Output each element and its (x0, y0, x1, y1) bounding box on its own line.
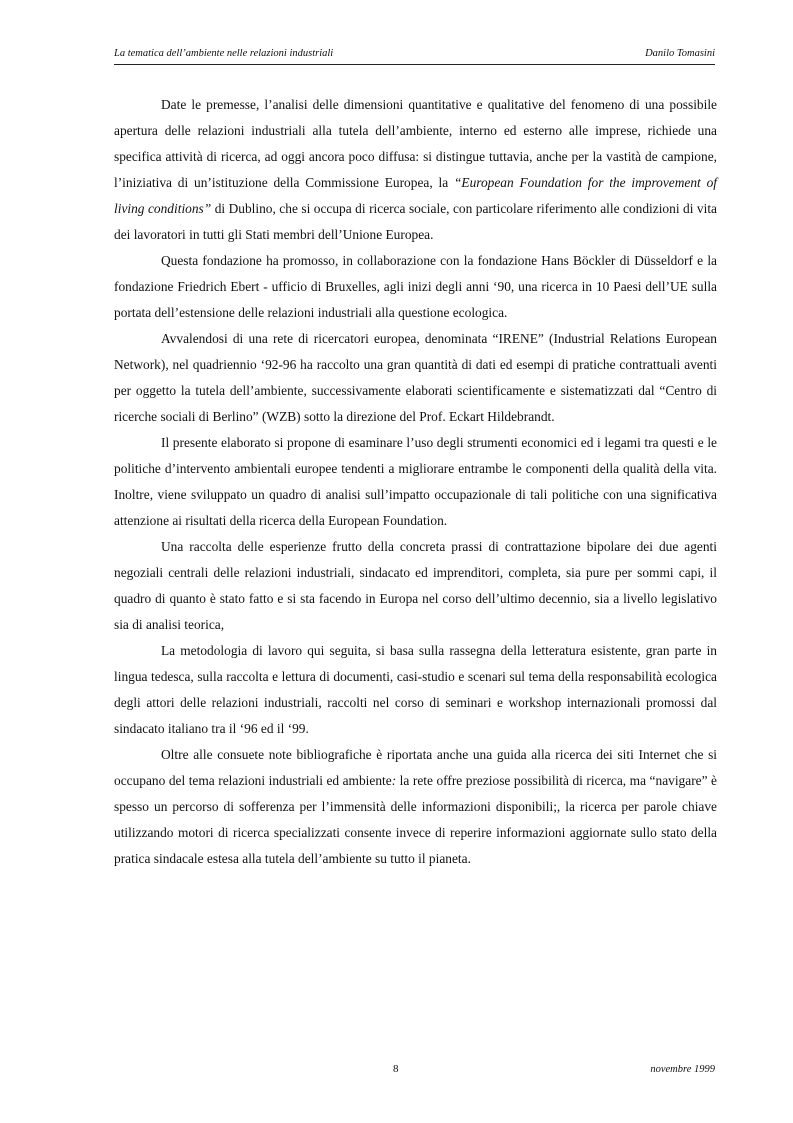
page-number: 8 (393, 1063, 399, 1075)
footer-date: novembre 1999 (650, 1064, 715, 1075)
paragraph-6: La metodologia di lavoro qui seguita, si basa sulla rassegna della letteratura esistente, gran parte in lingua tedesca, sulla raccolta e lettura di documenti, casi-studio e scenari sul tema della responsabilità ecologica degli attori delle relazioni industriali, raccolti nel corso di seminari e workshop internazionali promossi dal sindacato italiano tra il ‘96 ed il ‘99. (114, 643, 717, 736)
foundation-name: “European Foundation for the improvement of living conditions” (114, 175, 717, 216)
paragraph-3: Avvalendosi di una rete di ricercatori europea, denominata “IRENE” (Industrial Relations European Network), nel quadriennio ‘92-96 ha raccolto una gran quantità di dati ed esempi di pratiche contrattuali aventi per oggetto la tutela dell’ambiente, successivamente elaborati scientificamente e sistematizzati dal “Centro di ricerche sociali di Berlino” (WZB) sotto la direzione del Prof. Eckart Hildebrandt. (114, 331, 717, 424)
paragraph-7-text-a: Oltre alle consuete note bibliografiche è riportata anche una guida alla ricerca dei siti Internet che si occupano del tema relazioni industriali ed ambiente (114, 747, 717, 788)
paragraph-7-colon: : (391, 773, 397, 788)
body-text (114, 92, 717, 872)
paragraph-7 (114, 742, 717, 872)
paragraph-1-text-a: Date le premesse, l’analisi delle dimensioni quantitative e qualitative del fenomeno di una possibile apertura delle relazioni industriali alla tutela dell’ambiente, interno ed esterno alle imprese, richiede una specifica attività di ricerca, ad oggi ancora poco diffusa: si distingue tuttavia, anche per la vastità de campione, l’iniziativa di un’istituzione della Commissione Europea, la (114, 97, 717, 190)
paragraph-1 (114, 92, 717, 248)
paragraph-2: Questa fondazione ha promosso, in collaborazione con la fondazione Hans Böckler di Düsseldorf e la fondazione Friedrich Ebert - ufficio di Bruxelles, agli inizi degli anni ‘90, una ricerca in 10 Paesi dell’UE sulla portata dell’estensione delle relazioni industriali alla questione ecologica. (114, 253, 717, 320)
header-title: La tematica dell’ambiente nelle relazioni industriali (114, 48, 334, 59)
paragraph-7-text-b: la rete offre preziose possibilità di ricerca, ma “navigare” è spesso un percorso di sofferenza per l’immensità delle informazioni disponibili;, la ricerca per parole chiave utilizzando motori di ricerca specializzati consente invece di reperire informazioni aggiornate sullo stato della pratica sindacale estesa alla tutela dell’ambiente su tutto il pianeta. (114, 773, 718, 866)
running-header (114, 46, 715, 65)
header-author: Danilo Tomasini (645, 48, 715, 59)
paragraph-4: Il presente elaborato si propone di esaminare l’uso degli strumenti economici ed i legami tra questi e le politiche d’intervento ambientali europee tendenti a migliorare entrambe le componenti della qualità della vita. Inoltre, viene sviluppato un quadro di analisi sull’impatto occupazionale di tali politiche con una significativa attenzione ai risultati della ricerca della European Foundation. (114, 435, 717, 528)
paragraph-1-text-b: di Dublino, che si occupa di ricerca sociale, con particolare riferimento alle condizioni di vita dei lavoratori in tutti gli Stati membri dell’Unione Europea. (114, 201, 717, 242)
paragraph-5: Una raccolta delle esperienze frutto della concreta prassi di contrattazione bipolare dei due agenti negoziali centrali delle relazioni industriali, sindacato ed imprenditori, completa, sia pure per sommi capi, il quadro di quanto è stato fatto e si sta facendo in Europa nel corso dell’ultimo decennio, sia a livello legislativo sia di analisi teorica, (114, 539, 717, 632)
